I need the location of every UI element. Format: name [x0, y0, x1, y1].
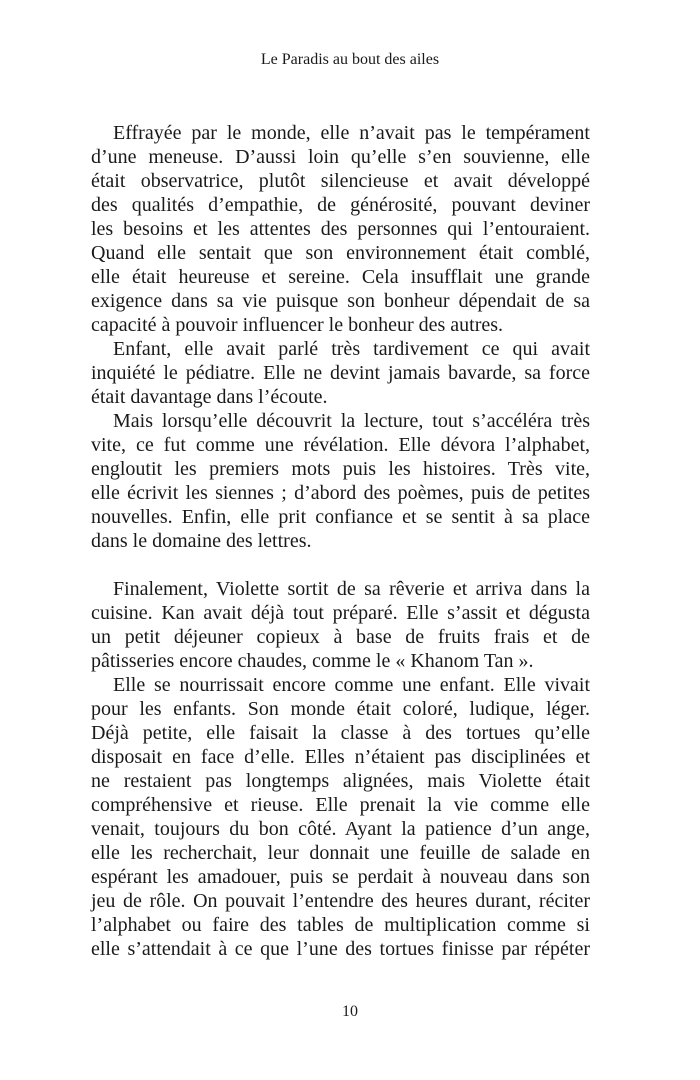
- page-number: 10: [342, 1003, 358, 1020]
- text-line: compréhensive et rieuse. Elle prenait la vie comme elle: [91, 794, 590, 816]
- running-header: Le Paradis au bout des ailes: [260, 51, 440, 68]
- text-line: elle écrivit les siennes ; d’abord des poèmes, puis de petites: [91, 482, 590, 504]
- text-line: disposait en face d’elle. Elles n’étaient pas disciplinées et: [91, 746, 590, 768]
- text-line: elle les recherchait, leur donnait une feuille de salade en: [91, 842, 590, 864]
- text-line: était observatrice, plutôt silencieuse et avait développé: [91, 170, 590, 192]
- text-line: ne restaient pas longtemps alignées, mais Violette était: [91, 770, 590, 792]
- text-line: Effrayée par le monde, elle n’avait pas le tempérament: [113, 122, 590, 144]
- text-line: dans le domaine des lettres.: [91, 530, 312, 552]
- text-line: des qualités d’empathie, de générosité, pouvant deviner: [91, 194, 590, 216]
- text-line: inquiété le pédiatre. Elle ne devint jamais bavarde, sa force: [91, 362, 590, 384]
- paragraph: [91, 409, 590, 553]
- text-line: elle s’attendait à ce que l’une des tortues finisse par répéter: [91, 938, 590, 960]
- text-line: venait, toujours du bon côté. Ayant la patience d’un ange,: [91, 818, 590, 840]
- paragraph: [91, 121, 590, 337]
- text-line: engloutit les premiers mots puis les histoires. Très vite,: [91, 458, 590, 480]
- text-line: les besoins et les attentes des personnes qui l’entouraient.: [91, 218, 590, 240]
- text-line: l’alphabet ou faire des tables de multiplication comme si: [91, 914, 590, 936]
- paragraph: [91, 337, 590, 409]
- text-line: jeu de rôle. On pouvait l’entendre des heures durant, réciter: [91, 890, 590, 912]
- paragraph: [91, 673, 590, 961]
- text-line: exigence dans sa vie puisque son bonheur dépendait de sa: [91, 290, 590, 312]
- text-line: Finalement, Violette sortit de sa rêverie et arriva dans la: [113, 578, 590, 600]
- text-line: elle était heureuse et sereine. Cela insufflait une grande: [91, 266, 590, 288]
- text-line: un petit déjeuner copieux à base de fruits frais et de: [91, 626, 590, 648]
- text-line: Elle se nourrissait encore comme une enfant. Elle vivait: [113, 674, 590, 696]
- body-text: [91, 121, 590, 961]
- text-line: d’une meneuse. D’aussi loin qu’elle s’en souvienne, elle: [91, 146, 590, 168]
- text-line: était davantage dans l’écoute.: [91, 386, 328, 408]
- text-line: espérant les amadouer, puis se perdait à nouveau dans son: [91, 866, 590, 888]
- text-line: Quand elle sentait que son environnement était comblé,: [91, 242, 590, 264]
- text-line: pour les enfants. Son monde était coloré, ludique, léger.: [91, 698, 590, 720]
- text-line: Mais lorsqu’elle découvrit la lecture, tout s’accéléra très: [113, 410, 590, 432]
- text-line: vite, ce fut comme une révélation. Elle dévora l’alphabet,: [91, 434, 590, 456]
- text-line: pâtisseries encore chaudes, comme le « Khanom Tan ».: [91, 650, 534, 672]
- text-line: Déjà petite, elle faisait la classe à des tortues qu’elle: [91, 722, 590, 744]
- text-line: nouvelles. Enfin, elle prit confiance et se sentit à sa place: [91, 506, 590, 528]
- paragraph: [91, 577, 590, 673]
- text-line: cuisine. Kan avait déjà tout préparé. Elle s’assit et dégusta: [91, 602, 590, 624]
- text-line: Enfant, elle avait parlé très tardivement ce qui avait: [113, 338, 590, 360]
- text-line: capacité à pouvoir influencer le bonheur des autres.: [91, 314, 504, 336]
- section-break: [91, 553, 590, 577]
